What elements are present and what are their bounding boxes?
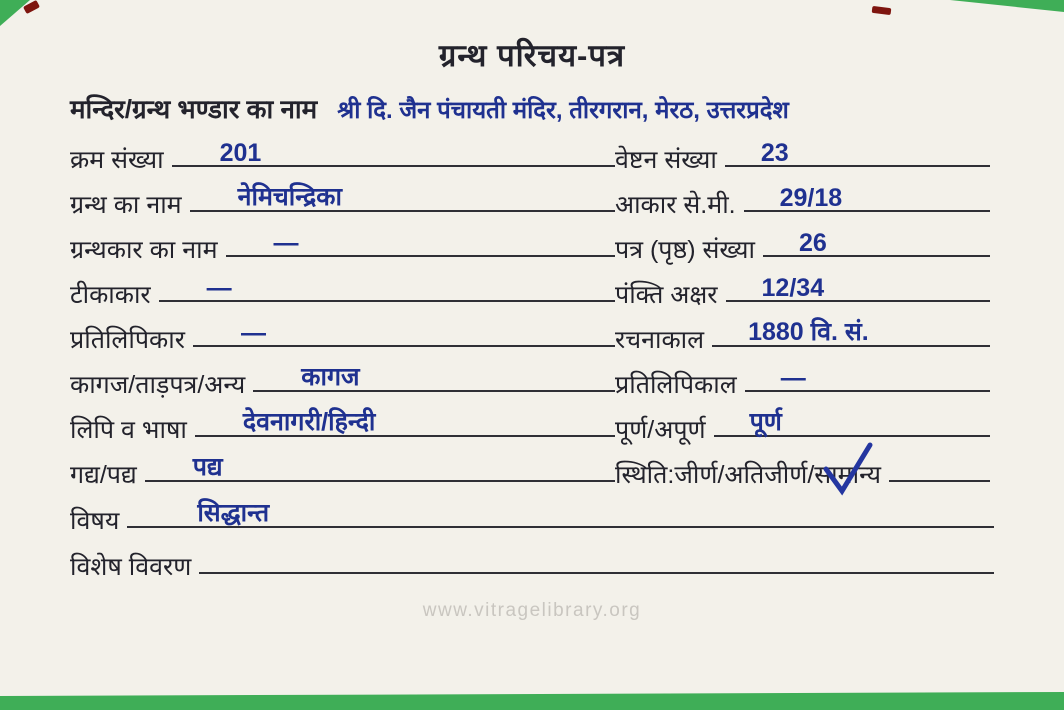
field-purn-apurn [615,402,994,447]
field-value-handwritten: — [240,319,266,347]
field-label: प्रतिलिपिकार [70,326,185,355]
field-value-handwritten: 26 [798,229,827,257]
ruled-line [226,219,615,257]
ruled-line [712,309,990,347]
field-value-handwritten: 201 [219,139,262,167]
field-label: प्रतिलिपिकाल [615,371,737,400]
page-title: ग्रन्थ परिचय-पत्र [438,38,626,73]
field-label: पंक्ति अक्षर [615,281,718,310]
ruled-line [193,309,615,347]
field-label: पत्र (पृष्ठ) संख्या [615,236,755,265]
field-label: विशेष विवरण [70,553,192,582]
form-row [70,177,994,222]
form-row [70,492,994,538]
ruled-line [726,264,990,302]
field-patra-sankhya [615,222,994,267]
checked-option [814,461,881,490]
field-label: विषय [70,507,120,536]
field-value-handwritten: देवनागरी/हिन्दी [242,408,376,436]
ruled-line [127,490,994,528]
field-veshtan-sankhya [615,132,994,177]
field-value-handwritten: पद्य [192,453,223,481]
field-label: क्रम संख्या [70,146,164,175]
field-tikakar [70,267,615,312]
ruled-line [159,264,615,302]
field-value-handwritten: श्री दि. जैन पंचायती मंदिर, तीरगरान, मेरठ, उत्तरप्रदेश [337,97,789,124]
field-label: गद्य/पद्य [70,461,137,490]
form-row [70,538,994,584]
field-value-handwritten: 12/34 [761,274,825,302]
field-value-handwritten: कागज [301,363,360,391]
field-pankti-akshar [615,267,994,312]
ruled-line [763,219,990,257]
watermark-text: www.vitragelibrary.org [422,600,642,621]
field-rachnakaal [615,312,994,357]
form-row [70,402,994,447]
field-label: ग्रन्थकार का नाम [70,236,218,265]
field-label: टीकाकार [70,281,151,310]
form-row [70,357,994,402]
field-value-handwritten: सिद्धान्त [197,499,270,527]
ruled-line [190,174,615,212]
form-row [70,132,994,177]
field-value-handwritten: 1880 वि. सं. [748,318,869,346]
ruled-line [195,399,615,437]
field-pratilipikaal [615,357,994,402]
field-label: रचनाकाल [615,326,705,355]
ruled-line [889,444,990,482]
field-label-prefix: स्थिति:जीर्ण/अतिजीर्ण/ [615,461,815,490]
ruled-line [744,174,990,212]
field-label: पूर्ण/अपूर्ण [615,416,706,445]
checked-option-label: सामान्य [814,461,881,490]
field-value-handwritten: 29/18 [779,184,843,212]
ruled-line [714,399,990,437]
field-sthiti [615,447,994,492]
field-gadya-padya [70,447,615,492]
form-row [70,447,994,492]
ruled-line [745,354,990,392]
field-granth-naam [70,177,615,222]
field-aakaar-cm [615,177,994,222]
field-kram-sankhya [70,132,615,177]
ruled-line [725,129,990,167]
field-vishay [70,492,994,538]
field-value-handwritten: नेमिचन्द्रिका [237,183,342,211]
field-lipi-bhasha [70,402,615,447]
ruled-line [253,354,615,392]
field-value-handwritten: — [206,274,232,302]
field-label: ग्रन्थ का नाम [70,191,182,220]
field-pratilipikar [70,312,615,357]
field-granthkar-naam [70,222,615,267]
field-vishesh-vivaran [70,538,994,584]
field-label: मन्दिर/ग्रन्थ भण्डार का नाम [70,94,318,124]
ruled-line [172,129,615,167]
field-bhandar-name [70,90,994,126]
card-content [70,34,994,622]
form-row [70,312,994,357]
field-value-handwritten: — [273,229,299,257]
field-value-handwritten: 23 [760,139,789,167]
form-row [70,222,994,267]
ruled-line [145,444,615,482]
field-label: कागज/ताड़पत्र/अन्य [70,371,246,400]
field-value-handwritten: — [780,364,806,392]
field-kagaj-tadpatra [70,357,615,402]
field-label [615,461,881,492]
ruled-line [199,536,994,574]
field-label: लिपि व भाषा [70,416,187,445]
field-label: आकार से.मी. [615,191,736,220]
field-label: वेष्टन संख्या [615,146,717,175]
form-row [70,267,994,312]
field-value-handwritten: पूर्ण [749,408,782,436]
